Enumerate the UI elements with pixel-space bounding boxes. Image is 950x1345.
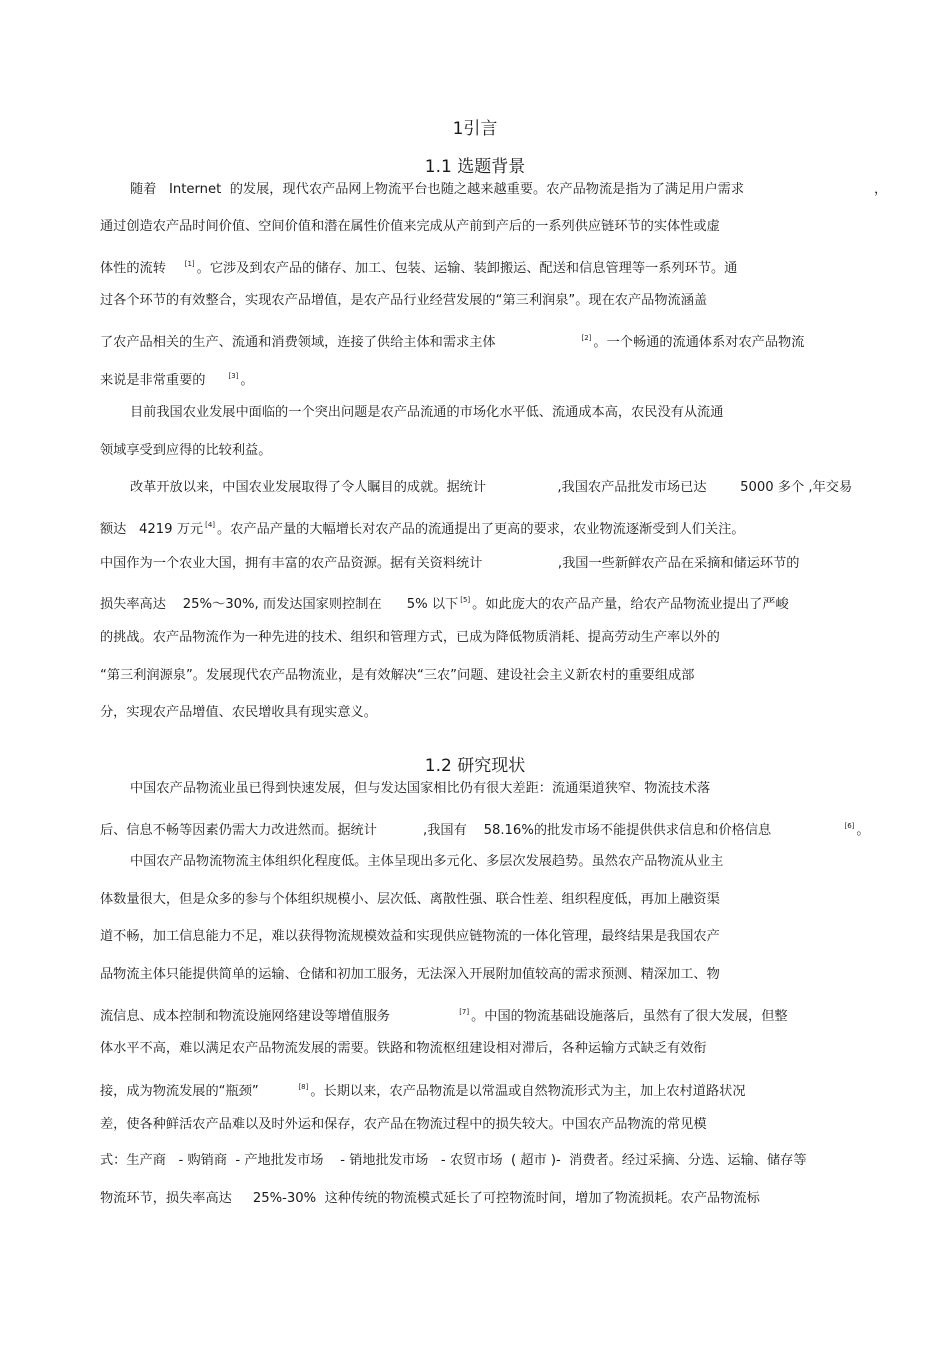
text-run: 中国农产品物流物流主体组织化程度低。主体呈现出多元化、多层次发展趋势。虽然农产品物流从业主 xyxy=(130,854,724,869)
section-title: 1.2 研究现状 xyxy=(424,756,526,776)
chapter-heading: 1引言 xyxy=(452,119,498,139)
paragraph-line xyxy=(130,853,723,871)
text-run: 通过创造农产品时间价值、空间价值和潜在属性价值来完成从产前到产后的一系列供应链环节的实体性或虚 xyxy=(100,219,720,234)
text-run: 了农产品相关的生产、流通和消费领域，连接了供给主体和需求主体 xyxy=(100,335,580,350)
paragraph-line xyxy=(100,966,720,984)
text-run: 中国作为一个农业大国，拥有丰富的农产品资源。据有关资料统计 ,我国一些新鲜农产品在采摘和储运环节的 xyxy=(100,556,800,571)
text-run: 来说是非常重要的 xyxy=(100,373,227,388)
text-run: 分，实现农产品增值、农民增收具有现实意义。 xyxy=(100,705,377,720)
text-run: 。它涉及到农产品的储存、加工、包装、运输、装卸搬运、配送和信息管理等一系列环节。通 xyxy=(196,261,738,276)
text-run: 。农产品产量的大幅增长对农产品的流通提出了更高的要求，农业物流逐渐受到人们关注。 xyxy=(217,522,745,537)
paragraph-line xyxy=(130,479,852,497)
text-run: 物流环节，损失率高达 25%-30% 这种传统的物流模式延长了可控物流时间，增加了物流损耗。农产品物流标 xyxy=(100,1191,760,1206)
paragraph-line xyxy=(100,367,254,390)
paragraph-line xyxy=(100,591,789,614)
citation-ref: [5] xyxy=(460,596,471,604)
text-run: 改革开放以来，中国农业发展取得了令人瞩目的成就。据统计 ,我国农产品批发市场已达 5000 多个 ,年交易 xyxy=(130,480,853,495)
text-run: 随着 Internet 的发展，现代农产品网上物流平台也随之越来越重要。农产品物流是指为了满足用户需求 ， xyxy=(130,182,888,197)
section-title: 1.1 选题背景 xyxy=(424,157,526,177)
text-run: 损失率高达 25%～30%, 而发达国家则控制在 5% 以下 xyxy=(100,597,459,612)
citation-ref: [3] xyxy=(228,372,239,380)
text-run: 体性的流转 xyxy=(100,261,183,276)
citation-ref: [8] xyxy=(298,1083,309,1091)
paragraph-line xyxy=(100,442,271,460)
paragraph-line xyxy=(130,404,723,422)
paragraph-line xyxy=(100,1116,707,1134)
text-run: 品物流主体只能提供简单的运输、仓储和初加工服务，无法深入开展附加值较高的需求预测、精深加工、物 xyxy=(100,967,720,982)
text-run: 。长期以来，农产品物流是以常温或自然物流形式为主，加上农村道路状况 xyxy=(310,1084,746,1099)
text-run: 流信息、成本控制和物流设施网络建设等增值服务 xyxy=(100,1009,458,1024)
paragraph-line xyxy=(100,218,720,236)
citation-ref: [4] xyxy=(205,521,216,529)
text-run: 体水平不高，难以满足农产品物流发展的需要。铁路和物流枢纽建设相对滞后，各种运输方式缺乏有效衔 xyxy=(100,1041,707,1056)
text-run: 。一个畅通的流通体系对农产品物流 xyxy=(593,335,805,350)
text-run: 接，成为物流发展的“瓶颈” xyxy=(100,1084,297,1099)
text-run: 中国农产品物流业虽已得到快速发展，但与发达国家相比仍有很大差距：流通渠道狭窄、物流技术落 xyxy=(130,781,711,796)
paragraph-line xyxy=(100,329,804,352)
paragraph-line xyxy=(100,891,720,909)
text-run: 过各个环节的有效整合，实现农产品增值，是农产品行业经营发展的“第三利润泉”。现在农产品物流涵盖 xyxy=(100,293,708,308)
text-run: “第三利润源泉”。发展现代农产品物流业，是有效解决“三农”问题、建设社会主义新农村的重要组成部 xyxy=(100,668,695,683)
paragraph-line xyxy=(100,629,720,647)
paragraph-line xyxy=(100,1040,707,1058)
paragraph-line xyxy=(100,817,870,840)
paragraph-line xyxy=(100,1152,807,1170)
citation-ref: [1] xyxy=(184,260,195,268)
text-run: 差，使各种鲜活农产品难以及时外运和保存，农产品在物流过程中的损失较大。中国农产品物流的常见模 xyxy=(100,1117,707,1132)
paragraph-line xyxy=(100,1078,746,1101)
text-run: 额达 4219 万元 xyxy=(100,522,204,537)
paragraph-line xyxy=(100,255,737,278)
paragraph-line xyxy=(100,704,377,722)
paragraph-line xyxy=(100,555,799,573)
citation-ref: [2] xyxy=(581,334,592,342)
paragraph-line xyxy=(130,181,887,199)
paragraph-line xyxy=(100,516,745,539)
paragraph-line xyxy=(100,667,694,685)
paragraph-line xyxy=(100,292,707,310)
citation-ref: [7] xyxy=(459,1008,470,1016)
text-run: 道不畅，加工信息能力不足，难以获得物流规模效益和实现供应链物流的一体化管理，最终结果是我国农产 xyxy=(100,929,720,944)
text-run: 。如此庞大的农产品产量，给农产品物流业提出了严峻 xyxy=(472,597,789,612)
text-run: 领域享受到应得的比较利益。 xyxy=(100,443,272,458)
text-run: 。 xyxy=(856,823,870,838)
paragraph-line xyxy=(100,1190,760,1208)
text-run: 体数量很大，但是众多的参与个体组织规模小、层次低、离散性强、联合性差、组织程度低，再加上融资渠 xyxy=(100,892,720,907)
paragraph-line xyxy=(100,928,720,946)
text-run: 。 xyxy=(240,373,254,388)
text-run: 式：生产商 - 购销商 - 产地批发市场 - 销地批发市场 - 农贸市场 ( 超市 )- 消费者。经过采摘、分选、运输、储存等 xyxy=(100,1153,807,1168)
paragraph-line xyxy=(100,1003,788,1026)
text-run: 后、信息不畅等因素仍需大力改进然而。据统计 ,我国有 58.16%的批发市场不能提供供求信息和价格信息 xyxy=(100,823,843,838)
text-run: 。中国的物流基础设施落后，虽然有了很大发展，但整 xyxy=(471,1009,788,1024)
text-run: 目前我国农业发展中面临的一个突出问题是农产品流通的市场化水平低、流通成本高，农民没有从流通 xyxy=(130,405,724,420)
paragraph-line xyxy=(130,780,710,798)
citation-ref: [6] xyxy=(844,822,855,830)
text-run: 的挑战。农产品物流作为一种先进的技术、组织和管理方式，已成为降低物质消耗、提高劳动生产率以外的 xyxy=(100,630,720,645)
